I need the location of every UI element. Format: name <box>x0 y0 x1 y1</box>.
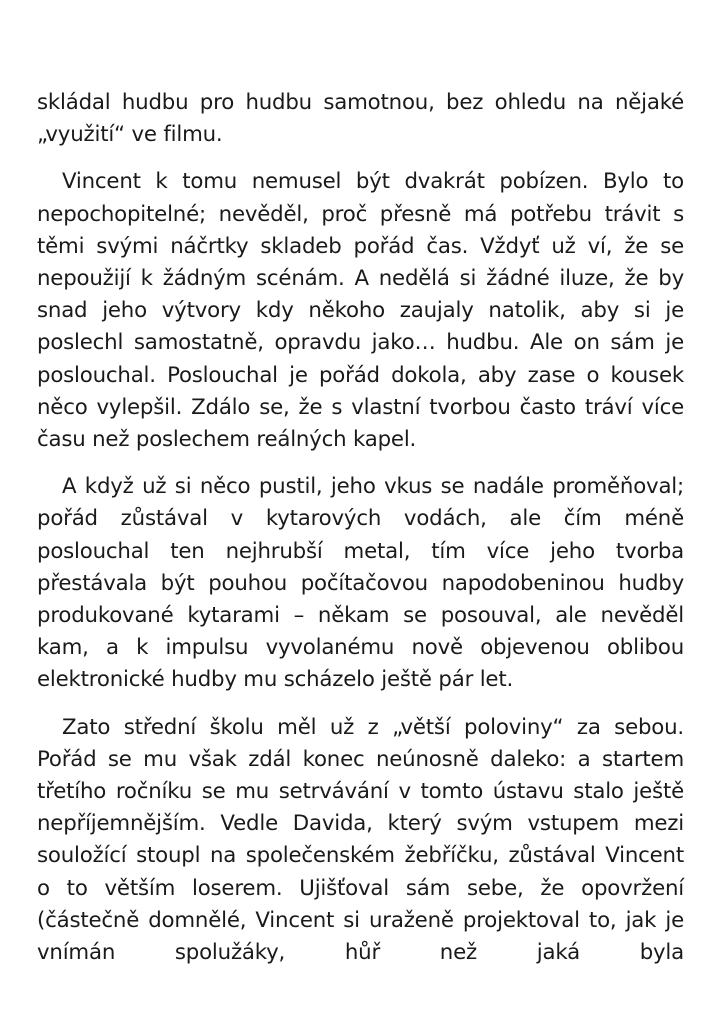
paragraph-changing-taste: A když už si něco pustil, jeho vkus se nadále proměňoval; pořád zůstával v kytarových vodách, ale čím méně poslouchal ten nejhrubší metal, tím více jeho tvorba přestávala být pouhou počítačovou napodobeninou hudby produkované kytarami – někam se posouval, ale nevěděl kam, a k impulsu vyvolanému nově objevenou oblibou elektronické hudby mu scházelo ještě pár let. <box>37 474 684 693</box>
paragraph-high-school: Zato střední školu měl už z „větší poloviny“ za sebou. Pořád se mu však zdál konec neúnosně daleko: a startem třetího ročníku se mu setrvávání v tomto ústavu stalo ještě nepříjemnějším. Vedle Davida, který svým vstupem mezi souložící stoupl na společenském žebříčku, zůstával Vincent o to větším loserem. Ujišťoval sám sebe, že opovržení (částečně domnělé, Vincent si uraženě projektoval to, jak je vnímán spolužáky, hůř než jaká byla <box>37 714 684 966</box>
book-page-text <box>37 87 684 969</box>
paragraph-vincent-not-urged: Vincent k tomu nemusel být dvakrát pobízen. Bylo to nepochopitelné; nevěděl, proč přesně má potřebu trávit s těmi svými náčrtky skladeb pořád čas. Vždyť už ví, že se nepoužijí k žádným scénám. A nedělá si žádné iluze, že by snad jeho výtvory kdy někoho zaujaly natolik, aby si je poslechl samostatně, opravdu jako… hudbu. Ale on sám je poslouchal. Poslouchal je pořád dokola, aby zase o kousek něco vylepšil. Zdálo se, že s vlastní tvorbou často tráví více času než poslechem reálných kapel. <box>37 169 684 453</box>
paragraph-continuation: skládal hudbu pro hudbu samotnou, bez ohledu na nějaké „využití“ ve filmu. <box>37 90 684 148</box>
